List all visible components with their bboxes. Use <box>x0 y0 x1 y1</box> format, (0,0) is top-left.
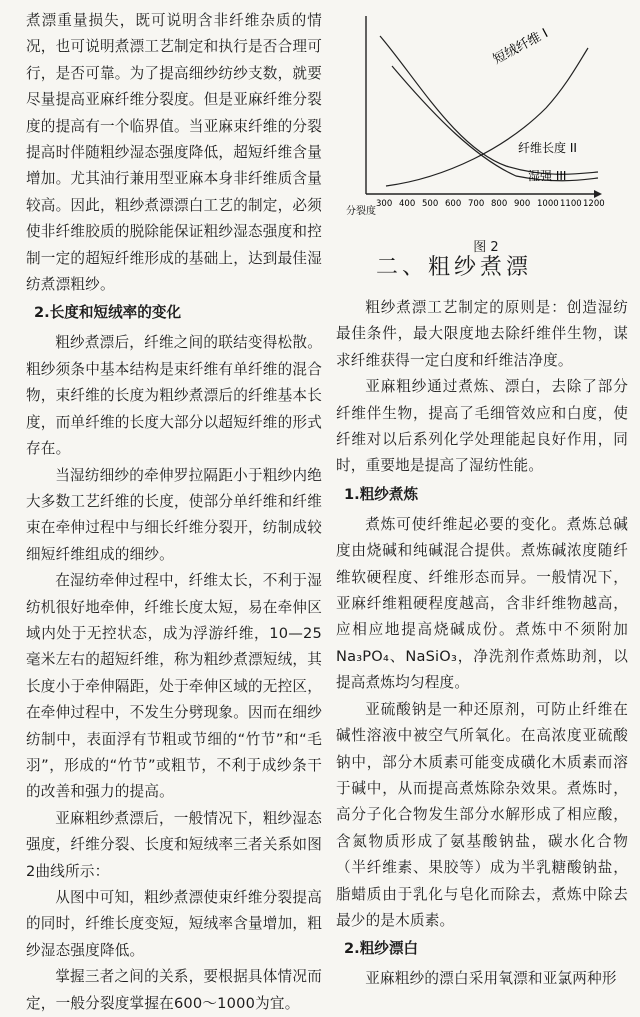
x-tick-label: 1100 <box>560 199 582 209</box>
section-heading: 2.粗纱漂白 <box>344 940 419 958</box>
paragraph: 亚硫酸钠是一种还原剂，可防止纤维在碱性溶液中被空气所氧化。在高浓度亚硫酸钠中，部分木质素可能变成磺化木质素而溶于碱中，从而提高煮炼除杂效果。煮炼时，高分子化合物发生部分水解形成了相应酸，含氮物质形成了氨基酸钠盐，碳水化合物（半纤维素、果胶等）成为半乳糖酸钠盐，脂蜡质由于乳化与皂化而除去，煮炼中除去最少的是木质素。 <box>336 700 628 929</box>
label-short-fiber: 短绒纤维 I <box>490 26 551 68</box>
paragraph: 亚麻粗纱煮漂后，一般情况下，粗纱湿态强度，纤维分裂、长度和短绒率三者关系如图2曲线所示： <box>26 809 322 880</box>
paragraph: 当湿纺细纱的牵伸罗拉隔距小于粗纱内绝大多数工艺纤维的长度，使部分单纤维和纤维束在牵伸过程中与细长纤维分裂开，纺制成较细短纤维组成的细纱。 <box>26 466 322 563</box>
x-axis-arrow <box>594 190 602 198</box>
x-tick-label: 600 <box>445 199 462 209</box>
x-axis-label: 分裂度 <box>346 206 376 217</box>
paragraph: 从图中可知，粗纱煮漂使束纤维分裂提高的同时，纤维长度变短，短绒率含量增加，粗纱湿态强度降低。 <box>26 889 322 959</box>
left-column <box>26 8 322 1017</box>
paragraph: 粗纱煮漂工艺制定的原则是：创造湿纺最佳条件，最大限度地去除纤维伴生物，谋求纤维获得一定白度和纤维洁净度。 <box>336 299 628 369</box>
figure-caption: 图 2 <box>473 240 499 255</box>
figure-2 <box>346 8 626 255</box>
x-tick-label: 300 <box>376 199 393 209</box>
paragraph: 煮炼可使纤维起必要的变化。煮炼总碱度由烧碱和纯碱混合提供。煮炼碱浓度随纤维软硬程度、纤维形态而异。一般情况下，亚麻纤维粗硬程度越高，含非纤维物越高，应相应地提高烧碱成份。煮炼中不须附加Na₃PO₄、NaSiO₃，净洗剂作煮炼助剂，以提高煮炼均匀程度。 <box>336 515 628 692</box>
paragraph: 煮漂重量损失，既可说明含非纤维杂质的情况，也可说明煮漂工艺制定和执行是否合理可行，是否可靠。为了提高细纱纺纱支数，就要尽量提高亚麻纤维分裂度。但是亚麻纤维分裂度的提高有一个临界值。当亚麻束纤维的分裂提高时伴随粗纱湿态强度降低，超短纤维含量增加。尤其油行兼用型亚麻本身非纤维质含量较高。因此，粗纱煮漂漂白工艺的制定，必须使非纤维胶质的脱除能保证粗纱湿态强度和控制一定的超短纤维形成的基础上，达到最佳湿纺煮漂粗纱。 <box>26 12 322 294</box>
paragraph: 亚麻粗纱通过煮炼、漂白，去除了部分纤维伴生物，提高了毛细管效应和白度，使纤维对以后系列化学处理能起良好作用，同时，重要地是提高了湿纺性能。 <box>336 378 628 475</box>
x-tick-label: 500 <box>422 199 439 209</box>
paragraph: 粗纱煮漂后，纤维之间的联结变得松散。粗纱须条中基本结构是束纤维有单纤维的混合物，束纤维的长度为粗纱煮漂后的纤维基本长度，而单纤维的长度大部分以超短纤维的形式存在。 <box>26 334 322 458</box>
figure-2-graph <box>346 8 626 228</box>
x-tick-label: 700 <box>468 199 485 209</box>
x-tick-label: 400 <box>399 199 416 209</box>
curve-wet-strength <box>392 66 598 181</box>
curve-short-fiber <box>386 48 588 186</box>
paragraph: 掌握三者之间的关系，要根据具体情况而定，一般分裂度掌握在600～1000为宜。 <box>26 968 322 1012</box>
x-tick-label: 800 <box>491 199 508 209</box>
x-axis-ticks <box>376 199 605 209</box>
x-tick-label: 900 <box>514 199 531 209</box>
right-text <box>336 250 628 993</box>
section-heading: 2.长度和短绒率的变化 <box>34 304 182 322</box>
label-fiber-length: 纤维长度 II <box>518 141 577 155</box>
label-wet-strength: 湿强 III <box>528 169 567 183</box>
section-heading: 1.粗纱煮炼 <box>344 485 419 503</box>
x-tick-label: 1200 <box>583 199 605 209</box>
paragraph: 在湿纺牵伸过程中，纤维太长，不利于湿纺机很好地牵伸，纤维长度太短，易在牵伸区域内处于无控状态，成为浮游纤维，10—25毫米左右的超短纤维，称为粗纱煮漂短绒，其长度小于牵伸隔距，处于牵伸区域的无控区，在牵伸过程中，不发生分劈现象。因而在细纱纺制中，表面浮有节粗或节细的“竹节”和“毛羽”，形成的“竹节”或粗节，不利于成纱条干的改善和强力的提高。 <box>26 572 322 801</box>
chapter-heading: 二、粗纱煮漂 <box>376 255 533 280</box>
right-column <box>336 8 628 993</box>
paragraph: 亚麻粗纱的漂白采用氧漂和亚氯两种形 <box>365 970 617 988</box>
x-tick-label: 1000 <box>537 199 559 209</box>
